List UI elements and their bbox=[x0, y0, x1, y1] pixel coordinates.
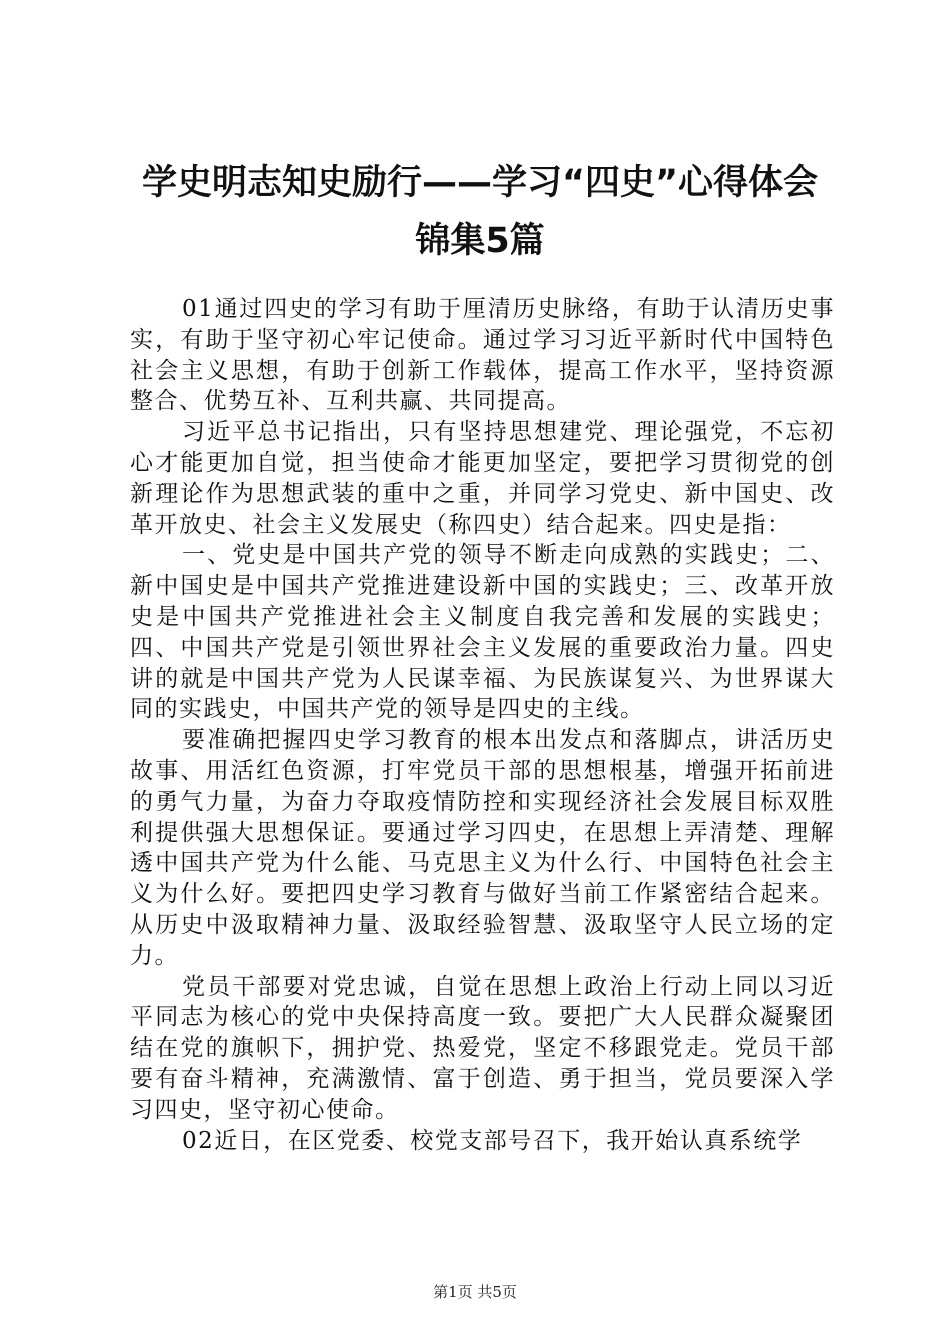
paragraph-6: 02近日，在区党委、校党支部号召下，我开始认真系统学 bbox=[182, 1127, 803, 1154]
paragraph-2: 习近平总书记指出，只有坚持思想建党、理论强党，不忘初心才能更加自觉，担当使命才能更加坚定，要把学习贯彻党的创新理论作为思想武装的重中之重，并同学习党史、新中国史、改革开放史、社会主义发展史（称四史）结合起来。四史是指： bbox=[130, 419, 835, 538]
document-title-line-1: 学史明志知史励行——学习“四史”心得体会 bbox=[141, 163, 818, 203]
paragraph-1: 01通过四史的学习有助于厘清历史脉络，有助于认清历史事实，有助于坚守初心牢记使命。通过学习习近平新时代中国特色社会主义思想，有助于创新工作载体，提高工作水平，坚持资源整合、优势互补、互利共赢、共同提高。 bbox=[130, 296, 835, 415]
document-title-line-2: 锦集5篇 bbox=[415, 221, 545, 261]
paragraph-4: 要准确把握四史学习教育的根本出发点和落脚点，讲活历史故事、用活红色资源，打牢党员干部的思想根基，增强开拓前进的勇气力量，为奋力夺取疫情防控和实现经济社会发展目标双胜利提供强大思想保证。要通过学习四史，在思想上弄清楚、理解透中国共产党为什么能、马克思主义为什么行、中国特色社会主义为什么好。要把四史学习教育与做好当前工作紧密结合起来。从历史中汲取精神力量、汲取经验智慧、汲取坚守人民立场的定力。 bbox=[130, 727, 835, 969]
document-body bbox=[130, 294, 835, 1156]
paragraph-5: 党员干部要对党忠诚，自觉在思想上政治上行动上同以习近平同志为核心的党中央保持高度一致。要把广大人民群众凝聚团结在党的旗帜下，拥护党、热爱党，坚定不移跟党走。党员干部要有奋斗精神，充满激情、富于创造、勇于担当，党员要深入学习四史，坚守初心使命。 bbox=[130, 973, 835, 1123]
page-footer: 第1页 共5页 bbox=[433, 1283, 517, 1301]
paragraph-3: 一、党史是中国共产党的领导不断走向成熟的实践史；二、新中国史是中国共产党推进建设新中国的实践史；三、改革开放史是中国共产党推进社会主义制度自我完善和发展的实践史；四、中国共产党是引领世界社会主义发展的重要政治力量。四史讲的就是中国共产党为人民谋幸福、为民族谋复兴、为世界谋大同的实践史，中国共产党的领导是四史的主线。 bbox=[130, 542, 835, 723]
